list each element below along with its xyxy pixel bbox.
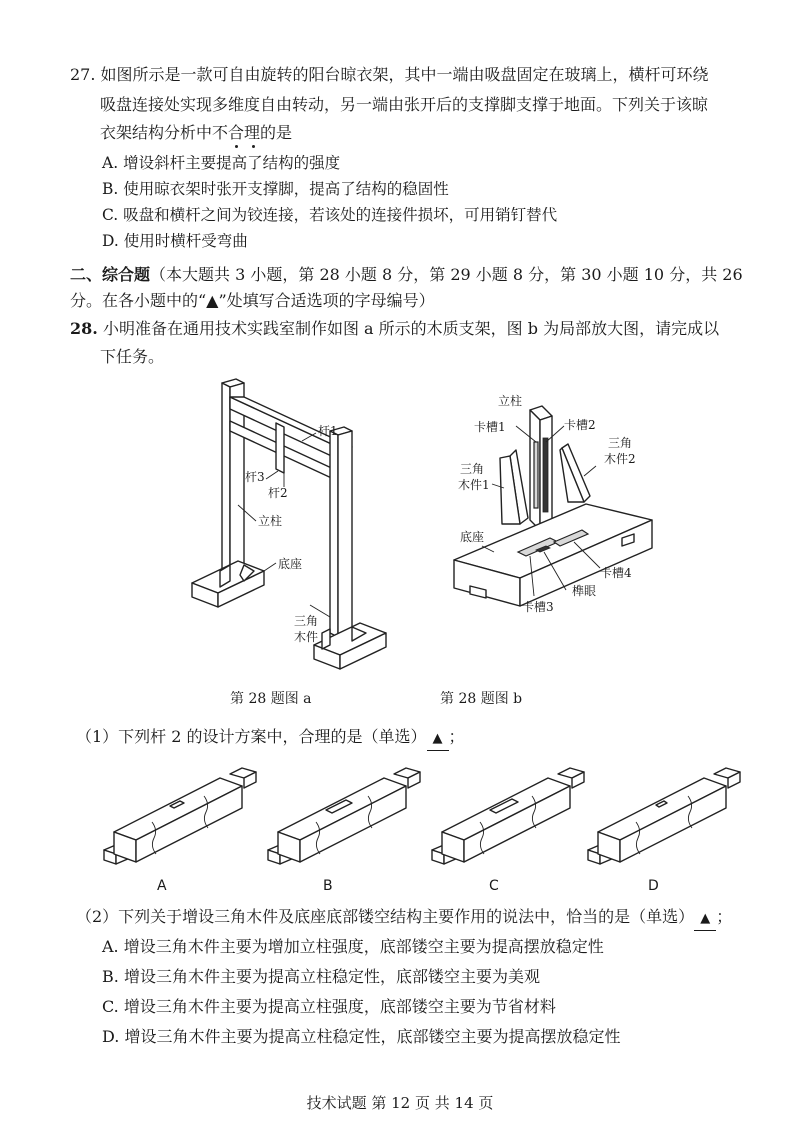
option-letter: D. [102, 232, 119, 250]
section2-desc1: （本大题共 3 小题，第 28 小题 8 分，第 29 小题 8 分，第 30 小题 10 分，共 26 [150, 265, 743, 284]
fig-a-label-lizhu: 立柱 [258, 514, 283, 528]
option-text: 增设三角木件主要为提高立柱强度，底部镂空主要为节省材料 [123, 997, 556, 1016]
fig-b-label-lizhu: 立柱 [498, 394, 523, 408]
q27-option-a[interactable] [102, 152, 340, 174]
q28-sub1-text: （1）下列杆 2 的设计方案中，合理的是（单选） [76, 727, 427, 746]
option-letter: C. [102, 997, 119, 1016]
fig-a-label-gan2: 杆2 [268, 486, 288, 500]
option-letter: A. [102, 937, 119, 956]
fig-b-label-sunyan: 榫眼 [572, 584, 597, 598]
q27-option-b[interactable] [102, 178, 449, 200]
option-letter: D. [102, 1027, 120, 1046]
fig-b-label-sanjiao-l2: 木件1 [458, 478, 490, 492]
fig-a-label-gan3: 杆3 [245, 470, 265, 484]
q27-stem-line3: 衣架结构分析中不合理的是 [100, 123, 293, 142]
rod-option-b-drawing[interactable] [264, 758, 424, 868]
answer-blank[interactable]: ▲ [694, 908, 716, 931]
q27-stem-text1: 如图所示是一款可自由旋转的阳台晾衣架，其中一端由吸盘固定在玻璃上，横杆可环绕 [100, 65, 709, 84]
rod-option-c-drawing[interactable] [428, 758, 588, 868]
fig-b-label-sanjiao-l1: 三角 [460, 462, 485, 476]
figure-a-frame [180, 375, 400, 685]
rod-option-b-label[interactable]: B [323, 878, 333, 894]
q28-stem-line1 [70, 318, 719, 340]
option-letter: A. [102, 154, 119, 172]
q28-number: 28. [70, 319, 98, 338]
page-footer: 技术试题 第 12 页 共 14 页 [306, 1094, 494, 1112]
section2-heading [70, 264, 743, 286]
fig-b-caption: 第 28 题图 b [440, 691, 523, 707]
rod-option-a-label[interactable]: A [157, 878, 167, 894]
q28-stem-line2: 下任务。 [100, 347, 165, 366]
fig-a-label-sanjiao-2: 木件 [294, 630, 319, 644]
fig-b-label-kacao4: 卡槽4 [600, 566, 632, 580]
q27-option-c[interactable] [102, 204, 557, 226]
section2-title: 二、综合题 [70, 265, 151, 284]
fig-b-label-kacao2: 卡槽2 [564, 418, 596, 432]
q28-sub2-option-a[interactable] [102, 936, 604, 958]
rod-option-c-label[interactable]: C [489, 878, 499, 894]
q28-sub2-end: ； [716, 907, 733, 926]
fig-b-label-kacao3: 卡槽3 [522, 600, 554, 614]
q28-stem-text1: 小明准备在通用技术实践室制作如图 a 所示的木质支架，图 b 为局部放大图，请完成以 [102, 319, 720, 338]
fig-a-label-gan1: 杆1 [318, 424, 338, 438]
q28-sub2-option-d[interactable] [102, 1026, 620, 1048]
q28-sub1-end: ； [448, 727, 465, 746]
option-text: 吸盘和横杆之间为铰连接，若该处的连接件损坏，可用销钉替代 [123, 206, 558, 224]
rod-option-a-drawing[interactable] [100, 758, 260, 868]
option-text: 增设斜杆主要提高了结构的强度 [123, 154, 341, 172]
rod-option-d-label[interactable]: D [648, 878, 659, 894]
q28-sub2-text: （2）下列关于增设三角木件及底座底部镂空结构主要作用的说法中，恰当的是（单选） [76, 907, 695, 926]
option-text: 使用晾衣架时张开支撑脚，提高了结构的稳固性 [123, 180, 449, 198]
q28-sub2-option-b[interactable] [102, 966, 540, 988]
fig-b-label-dizuo: 底座 [460, 530, 485, 544]
option-text: 增设三角木件主要为增加立柱强度，底部镂空主要为提高摆放稳定性 [123, 937, 604, 956]
q28-sub2 [76, 906, 732, 931]
q27-stem-line2: 吸盘连接处实现多维度自由转动，另一端由张开后的支撑脚支撑于地面。下列关于该晾 [100, 95, 709, 114]
emphasis-dot [252, 145, 255, 148]
option-letter: C. [102, 206, 119, 224]
emphasis-dot [235, 145, 238, 148]
option-text: 增设三角木件主要为提高立柱稳定性，底部镂空主要为美观 [123, 967, 540, 986]
answer-blank[interactable]: ▲ [427, 728, 449, 751]
option-letter: B. [102, 967, 119, 986]
rod-option-d-drawing[interactable] [584, 758, 744, 868]
q28-sub1 [76, 726, 465, 751]
q27-option-d[interactable] [102, 230, 248, 252]
fig-a-label-dizuo: 底座 [278, 557, 303, 571]
section2-desc2: 分。在各小题中的“▲”处填写合适选项的字母编号） [70, 291, 435, 310]
option-text: 使用时横杆受弯曲 [123, 232, 248, 250]
fig-b-label-kacao1: 卡槽1 [474, 420, 506, 434]
q28-sub2-option-c[interactable] [102, 996, 556, 1018]
fig-b-label-sanjiao-r2: 木件2 [604, 452, 636, 466]
option-text: 增设三角木件主要为提高立柱稳定性，底部镂空主要为提高摆放稳定性 [124, 1027, 621, 1046]
fig-b-label-sanjiao-r1: 三角 [608, 436, 633, 450]
fig-a-caption: 第 28 题图 a [230, 691, 312, 707]
q27-stem-line1 [70, 64, 709, 86]
option-letter: B. [102, 180, 119, 198]
q27-number: 27. [70, 65, 96, 84]
fig-a-label-sanjiao-1: 三角 [294, 614, 319, 628]
